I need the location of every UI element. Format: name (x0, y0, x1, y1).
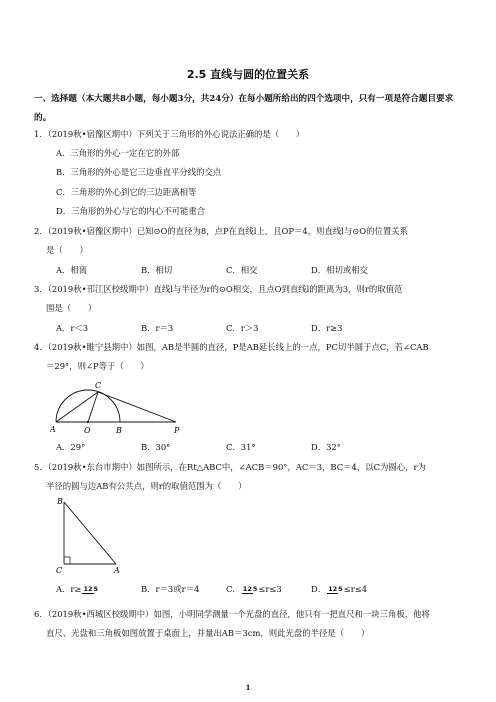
q4-option-b: B．30° (141, 442, 171, 452)
q5-option-c-text: C． (226, 584, 241, 594)
q6-stem-line1: 6．（2019秋•西城区校级期中）如图，小明同学测量一个光盘的直径，他只有一把直尺和一块三角板，他将 (34, 609, 430, 619)
q5-option-c-tail: ≤r≤3 (258, 584, 282, 594)
q2-option-c: C．相交 (226, 265, 258, 275)
fraction (327, 586, 343, 594)
tangent-pc (98, 392, 176, 422)
q5-options (56, 583, 396, 595)
q1-stem: 1．（2019秋•宿豫区期中）下列关于三角形的外心说法正确的是（ ） (34, 129, 305, 139)
q5-option-a-text: A．r≥ (56, 584, 82, 594)
fraction (82, 586, 98, 594)
q4-semicircle-figure (50, 378, 190, 436)
q5-option-d (311, 583, 396, 595)
label-a: A (50, 425, 56, 434)
side-ab (64, 502, 116, 564)
q2-stem-line2: 是（ ） (46, 245, 88, 255)
q5-option-d-tail: ≤r≤4 (343, 584, 368, 594)
q4-option-a: A．29° (56, 442, 86, 452)
radius-oc (88, 392, 98, 422)
q3-stem-line1: 3．（2019秋•邗江区校级期中）直线l与半径为r的⊙O相交，且点O到直线l的距离为3，则r的取值范 (34, 284, 403, 294)
fraction-numerator: 12 (328, 584, 338, 593)
q5-stem-line1: 5．（2019秋•东台市期中）如图所示，在Rt△ABC中，∠ACB＝90°，AC＝3，BC＝4，以C为圆心，r为 (34, 462, 426, 472)
q1-option-d: D．三角形的外心与它的内心不可能重合 (56, 206, 206, 216)
fraction-denominator: 5 (93, 584, 99, 593)
q5-option-d-text: D． (311, 584, 327, 594)
q3-option-d: D．r≥3 (311, 323, 343, 333)
q1-option-b: B．三角形的外心是它三边垂直平分线的交点 (56, 167, 222, 177)
q2-options (56, 264, 396, 276)
q3-option-a: A．r＜3 (56, 323, 89, 333)
label-c: C (56, 566, 63, 575)
q2-option-a: A．相离 (56, 265, 88, 275)
fraction-numerator: 12 (242, 584, 252, 593)
q4-option-d: D．32° (311, 442, 341, 452)
q2-option-b: B．相切 (141, 265, 173, 275)
page-title: 2.5 直线与圆的位置关系 (186, 68, 310, 81)
q4-option-c: C．31° (226, 442, 256, 452)
label-b: B (57, 497, 63, 506)
q3-option-c: C．r＞3 (226, 323, 259, 333)
q4-options (56, 441, 396, 453)
fraction-numerator: 12 (83, 584, 93, 593)
fraction-denominator: 5 (338, 584, 343, 593)
q2-option-d: D．相切或相交 (311, 265, 368, 275)
q2-stem-line1: 2．（2019秋•宿豫区期中）已知⊙O的直径为8，点P在直线l上，且OP＝4，则直线l与⊙O的位置关系 (34, 226, 409, 236)
q3-stem-line2: 围是（ ） (46, 303, 97, 313)
q4-stem-line2: ＝29°，则∠P等于（ ） (46, 361, 149, 371)
fraction (242, 586, 258, 594)
q5-option-a (56, 583, 141, 595)
label-c: C (95, 381, 102, 390)
section-heading: 一、选择题（本大题共8小题，每小题3分，共24分）在每小题所给出的四个选项中，只有一项是符合题目要求的。 (34, 94, 454, 123)
q5-option-b: B．r＝3或r＝4 (141, 584, 200, 594)
q6-stem-line2: 直尺、光盘和三角板如图放置于桌面上，并量出AB＝3cm，则此光盘的半径是（ ） (46, 628, 370, 638)
label-b: B (116, 426, 122, 435)
center-point (87, 421, 89, 423)
semicircle-arc (56, 390, 120, 422)
q3-option-b: B．r＝3 (141, 323, 174, 333)
q4-stem-line1: 4．（2019秋•睢宁县期中）如图，AB是半圆的直径，P是AB延长线上的一点，PC切半圆于点C，若∠CAB (34, 342, 429, 352)
label-p: P (174, 426, 180, 435)
q1-option-a: A．三角形的外心一定在它的外部 (56, 148, 180, 158)
q5-stem-line2: 半径的圆与边AB有公共点，则r的取值范围为（ ） (46, 481, 247, 491)
q1-option-c: C．三角形的外心到它的三边距离相等 (56, 187, 197, 197)
fraction-denominator: 5 (252, 584, 258, 593)
q5-triangle-figure (50, 494, 130, 576)
label-o: O (84, 426, 91, 435)
page-number: 1 (245, 683, 251, 692)
chord-ac (56, 392, 98, 422)
q5-option-c (226, 583, 311, 595)
q3-options (56, 322, 396, 334)
label-a: A (114, 566, 120, 575)
right-angle-mark (64, 557, 70, 564)
